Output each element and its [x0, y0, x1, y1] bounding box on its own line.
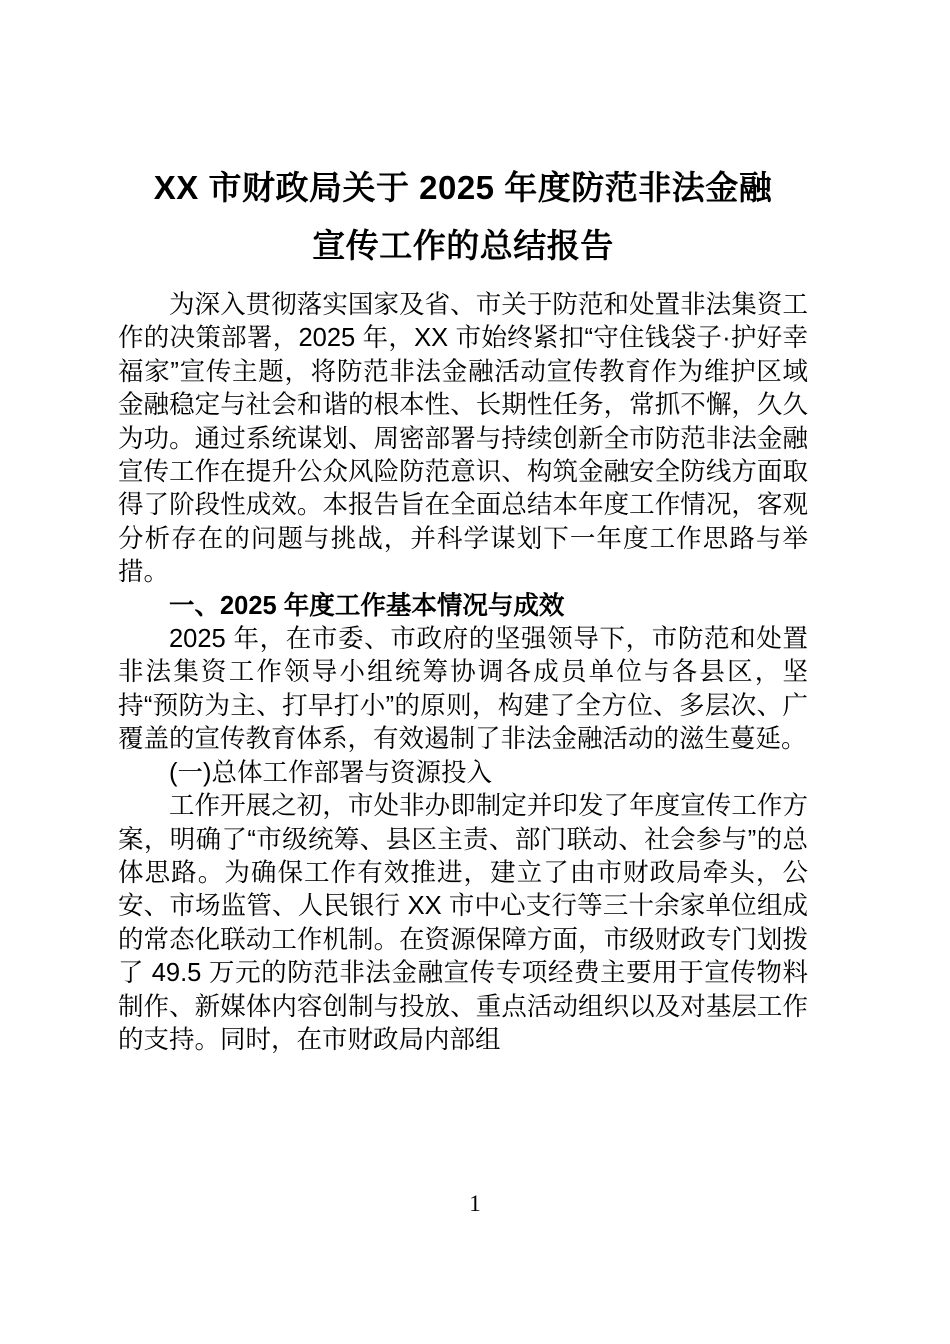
page-content [118, 0, 808, 1057]
page-number: 1 [469, 1191, 481, 1216]
intro-paragraph: 为深入贯彻落实国家及省、市关于防范和处置非法集资工作的决策部署，2025 年，XX 市始终紧扣“守住钱袋子·护好幸福家”宣传主题，将防范非法金融活动宣传教育作为维护区域金融稳定与社会和谐的根本性、长期性任务，常抓不懈，久久为功。通过系统谋划、周密部署与持续创新全市防范非法金融宣传工作在提升公众风险防范意识、构筑金融安全防线方面取得了阶段性成效。本报告旨在全面总结本年度工作情况，客观分析存在的问题与挑战，并科学谋划下一年度工作思路与举措。 [118, 291, 808, 587]
page-title [118, 0, 808, 273]
section-heading-one: 一、2025 年度工作基本情况与成效 [169, 591, 565, 620]
subsection-heading-one-one: (一)总体工作部署与资源投入 [169, 758, 492, 787]
document-body [118, 289, 808, 1057]
subsection-one-one-paragraph: 工作开展之初，市处非办即制定并印发了年度宣传工作方案，明确了“市级统筹、县区主责、部门联动、社会参与”的总体思路。为确保工作有效推进，建立了由市财政局牵头，公安、市场监管、人民银行 XX 市中心支行等三十余家单位组成的常态化联动工作机制。在资源保障方面，市级财政专门划拨了 49.5 万元的防范非法金融宣传专项经费主要用于宣传物料制作、新媒体内容创制与投放、重点活动组织以及对基层工作的支持。同时，在市财政局内部组 [118, 792, 808, 1054]
section-one-paragraph: 2025 年，在市委、市政府的坚强领导下，市防范和处置非法集资工作领导小组统筹协调各成员单位与各县区，坚持“预防为主、打早打小”的原则，构建了全方位、多层次、广覆盖的宣传教育体系，有效遏制了非法金融活动的滋生蔓延。 [118, 625, 808, 754]
page-title-line-1: XX 市财政局关于 2025 年度防范非法金融 [153, 169, 773, 206]
page-title-line-2: 宣传工作的总结报告 [312, 227, 614, 264]
